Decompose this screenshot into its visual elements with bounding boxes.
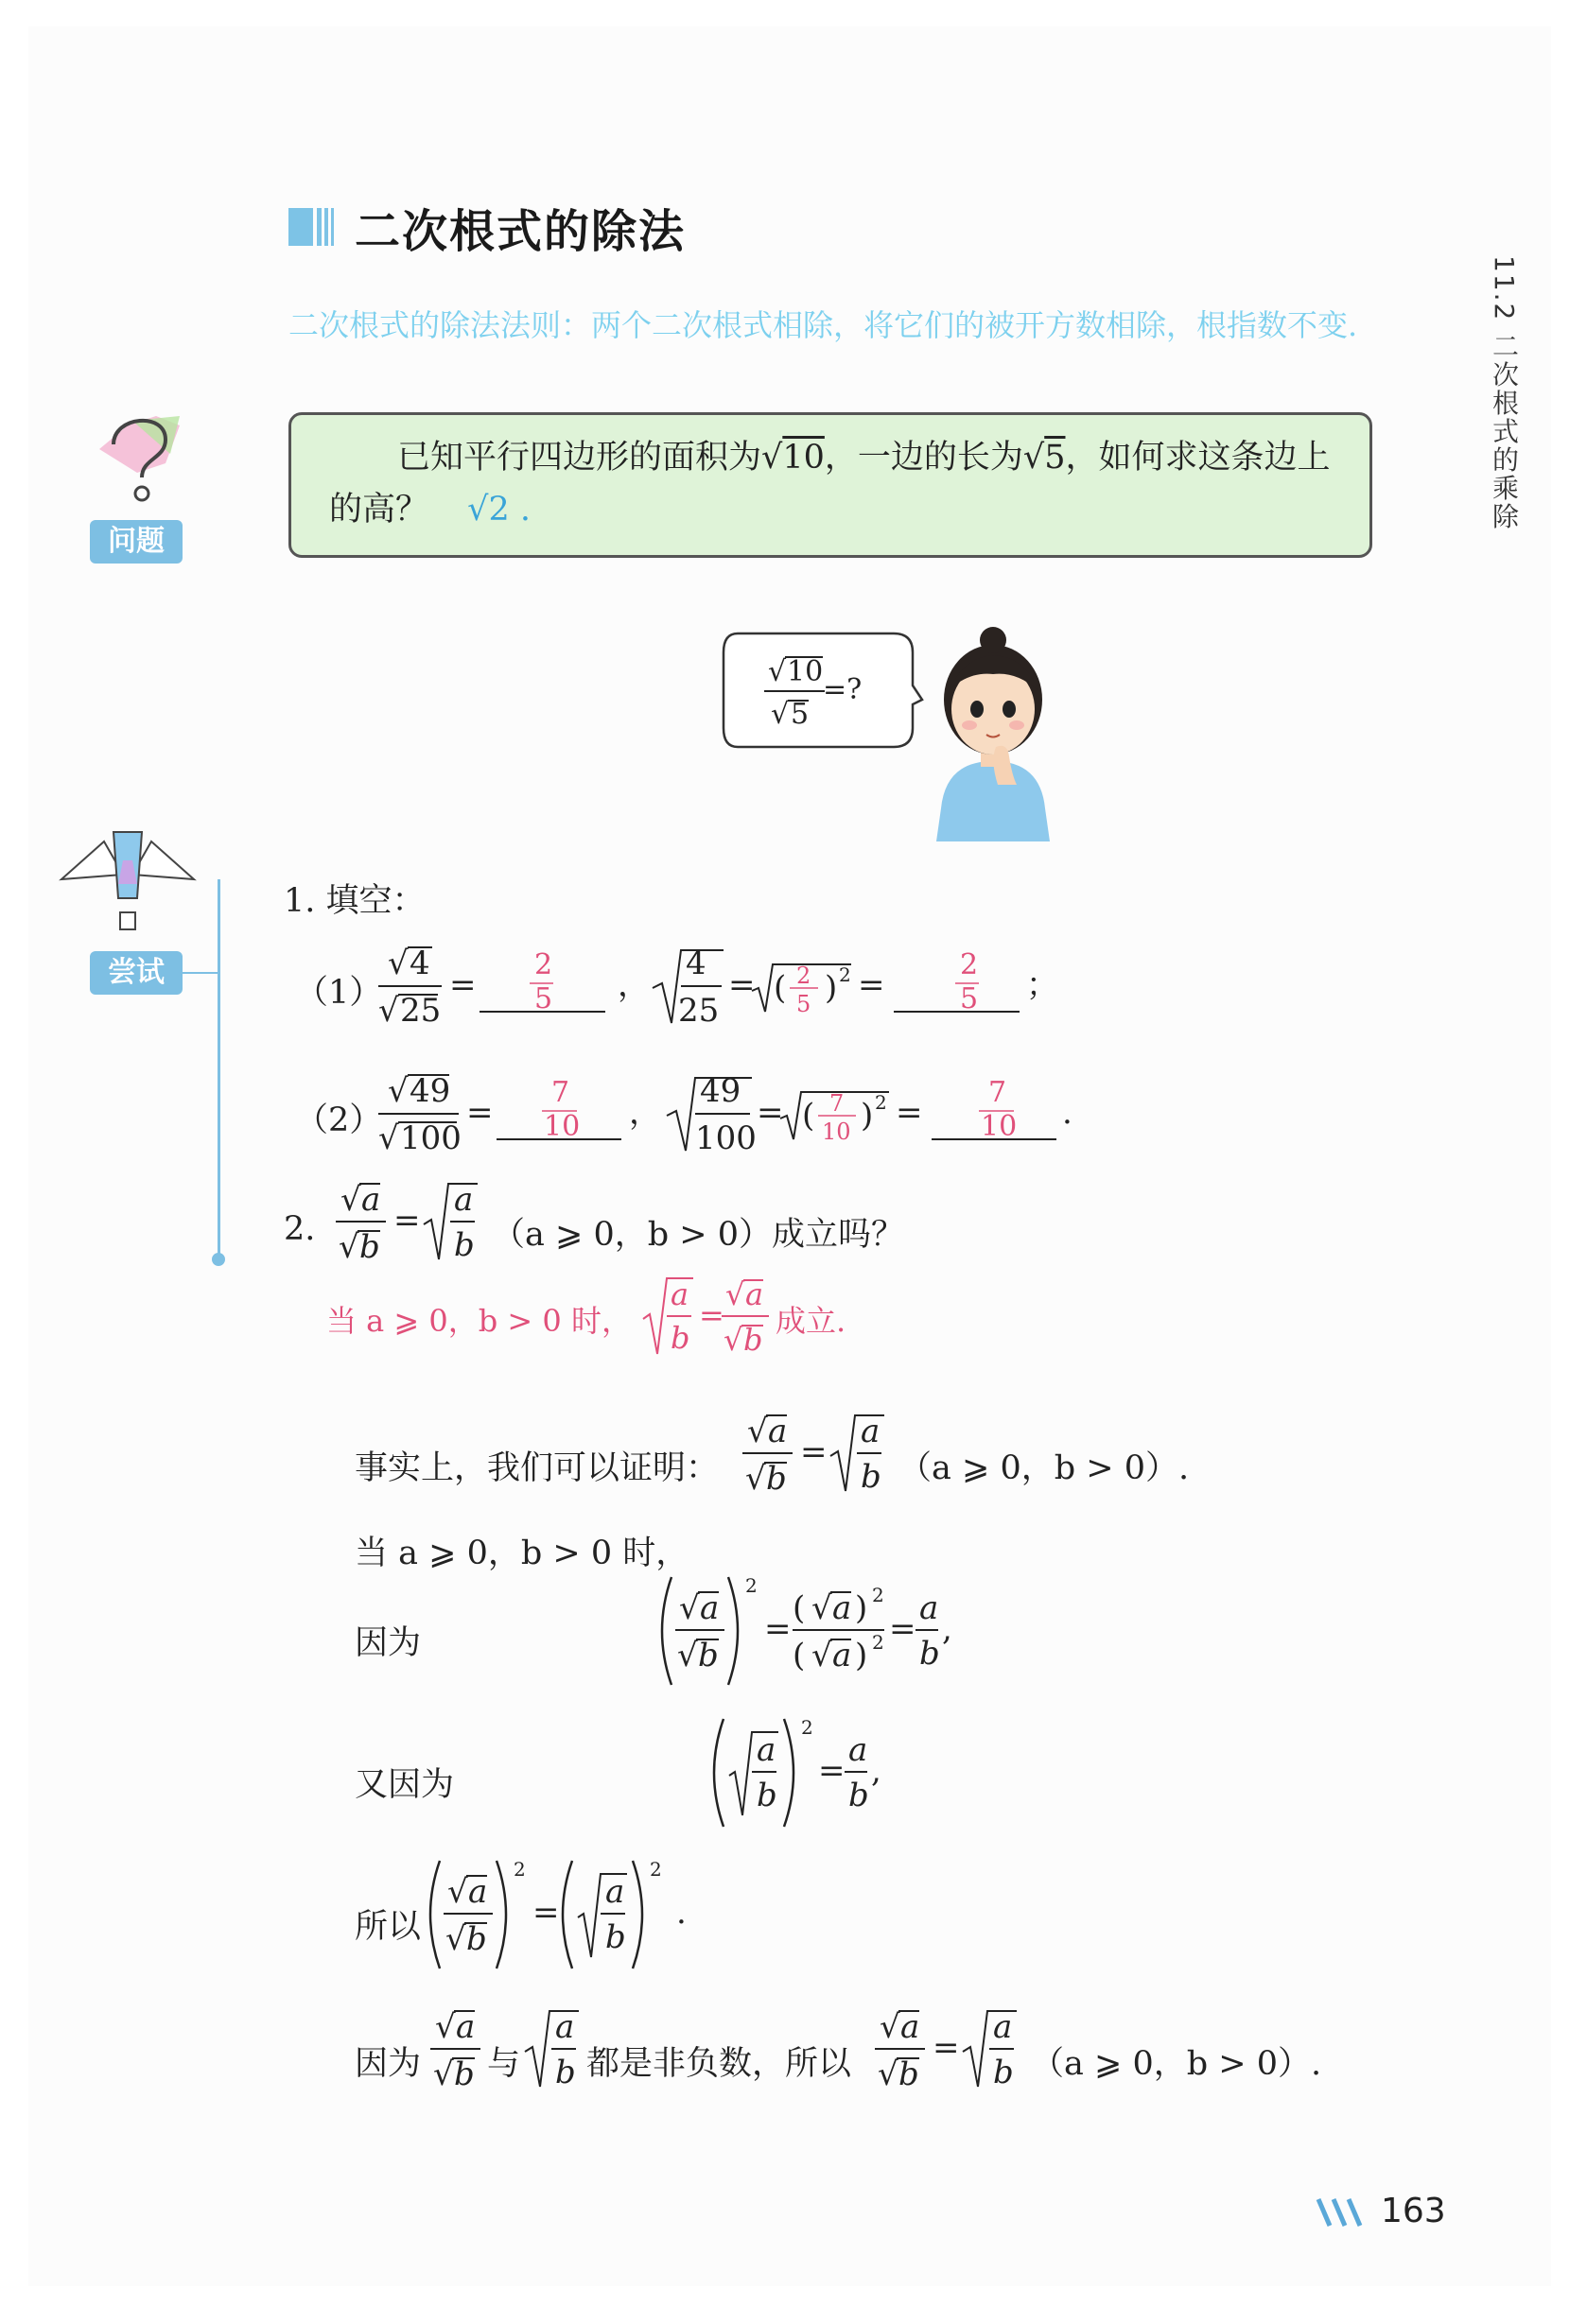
q1-1-math <box>374 936 1058 1040</box>
svg-text:a: a <box>700 1589 720 1627</box>
svg-text:7: 7 <box>829 1090 845 1117</box>
svg-text:2: 2 <box>650 1858 662 1881</box>
svg-text:2: 2 <box>801 1716 813 1739</box>
proof-final-cond: （a ⩾ 0，b > 0）. <box>1031 2045 1322 2083</box>
svg-text:10: 10 <box>787 655 824 688</box>
svg-text:=: = <box>933 2029 960 2067</box>
svg-text:b: b <box>454 2055 475 2093</box>
problem-text <box>329 432 1341 536</box>
svg-text:√: √ <box>435 2008 456 2046</box>
proof-cond: （a ⩾ 0，b > 0）. <box>898 1449 1190 1487</box>
svg-text:√: √ <box>747 1413 768 1450</box>
svg-text:5: 5 <box>791 698 810 731</box>
svg-text:b: b <box>848 1777 869 1814</box>
svg-text:b: b <box>766 1460 787 1498</box>
question-mark-icon <box>90 407 184 511</box>
svg-text:a: a <box>468 1873 488 1911</box>
svg-text:√: √ <box>771 698 790 731</box>
svg-text:): ) <box>855 1637 868 1674</box>
svg-text:√: √ <box>679 1589 700 1627</box>
speech-bubble <box>719 629 922 752</box>
sqrt5-expr: √5 <box>1022 439 1066 477</box>
svg-text:a: a <box>757 1731 776 1769</box>
proof-nonneg: 都是非负数，所以 <box>586 2045 852 2083</box>
proof-frac-sqrt-a-over-sqrt-b <box>426 2000 492 2104</box>
proof-and: 与 <box>487 2045 521 2083</box>
svg-text:,: , <box>871 1752 881 1790</box>
problem-text-c: ，如何求这条边上的高？ <box>329 439 1331 529</box>
svg-text:a: a <box>768 1413 788 1450</box>
proof-when: 当 a ⩾ 0，b > 0 时， <box>355 1535 689 1572</box>
svg-text:(: ( <box>793 1589 806 1627</box>
svg-text:2: 2 <box>796 963 811 989</box>
svg-text:10: 10 <box>544 1110 581 1143</box>
svg-text:7: 7 <box>551 1076 570 1109</box>
svg-text:=: = <box>466 1094 494 1132</box>
svg-text:a: a <box>555 2008 575 2046</box>
q1-2-label: （2） <box>295 1101 383 1139</box>
svg-text:.: . <box>1062 1094 1073 1132</box>
svg-text:√: √ <box>880 2008 900 2046</box>
svg-text:a: a <box>832 1589 852 1627</box>
timeline-dot <box>212 1253 225 1266</box>
svg-text:a: a <box>671 1276 689 1312</box>
svg-text:√: √ <box>811 1589 832 1627</box>
proof-sqrt-a-over-b <box>520 2000 586 2104</box>
svg-text:2: 2 <box>534 948 553 981</box>
svg-text:b: b <box>605 1918 626 1956</box>
svg-text:4: 4 <box>686 945 706 982</box>
svg-text:2: 2 <box>514 1858 526 1881</box>
svg-text:a: a <box>605 1873 625 1911</box>
svg-text:√: √ <box>339 1228 359 1266</box>
svg-text:a: a <box>848 1731 868 1769</box>
svg-text:√: √ <box>388 945 409 982</box>
problem-answer: √2 . <box>467 491 531 529</box>
svg-text:(: ( <box>802 1097 815 1135</box>
proof-final-math <box>870 2000 1031 2104</box>
q1-title: 1. 填空： <box>284 882 426 920</box>
lightbulb-icon <box>57 823 199 936</box>
svg-text:2: 2 <box>839 963 851 986</box>
try-label: 尝试 <box>90 951 183 995</box>
svg-text:√: √ <box>878 2055 898 2093</box>
q2-math <box>331 1172 492 1276</box>
svg-text:5: 5 <box>796 991 811 1017</box>
svg-text:5: 5 <box>534 982 553 1015</box>
svg-text:): ) <box>861 1097 874 1135</box>
q2-answer-b: 成立. <box>776 1303 846 1339</box>
svg-text:b: b <box>555 2054 576 2091</box>
svg-text:100: 100 <box>400 1119 462 1157</box>
svg-text:b: b <box>466 1920 487 1958</box>
svg-text:=: = <box>800 1433 828 1471</box>
svg-text:a: a <box>861 1413 881 1450</box>
svg-text:2: 2 <box>745 1574 758 1597</box>
svg-text:25: 25 <box>400 992 442 1030</box>
svg-text:(: ( <box>774 969 787 1007</box>
svg-text:100: 100 <box>695 1119 757 1157</box>
svg-text:49: 49 <box>410 1072 451 1110</box>
svg-text:√: √ <box>811 1637 832 1674</box>
svg-text:): ) <box>825 969 838 1007</box>
svg-text:=: = <box>764 1610 792 1648</box>
svg-text:): ) <box>855 1589 868 1627</box>
title-bar-icon <box>288 208 336 246</box>
proof-intro: 事实上，我们可以证明： <box>355 1449 720 1487</box>
q2-text: （a ⩾ 0，b > 0）成立吗？ <box>492 1216 904 1254</box>
svg-text:√: √ <box>725 1276 745 1312</box>
svg-text:2: 2 <box>872 1631 884 1654</box>
svg-text:=: = <box>818 1752 846 1790</box>
proof-because2: 因为 <box>355 2045 422 2083</box>
svg-text:b: b <box>359 1228 380 1266</box>
q2-answer-a: 当 a ⩾ 0，b > 0 时， <box>326 1303 632 1339</box>
svg-text:a: a <box>919 1589 939 1627</box>
svg-text:；: ； <box>1026 966 1058 1004</box>
section-title: 二次根式的除法 <box>355 205 687 258</box>
svg-text:a: a <box>993 2008 1013 2046</box>
svg-text:25: 25 <box>678 992 720 1030</box>
girl-illustration <box>922 619 1064 841</box>
proof-also-because: 又因为 <box>355 1766 455 1804</box>
svg-text:b: b <box>919 1635 940 1673</box>
svg-text:√: √ <box>378 992 399 1030</box>
svg-text:b: b <box>993 2054 1014 2091</box>
svg-text:b: b <box>698 1637 719 1674</box>
svg-text:，: ， <box>618 966 650 1004</box>
q1-1-label: （1） <box>295 974 383 1012</box>
sqrt10-expr: √10 <box>761 439 825 477</box>
svg-text:√: √ <box>378 1119 399 1157</box>
svg-text:√: √ <box>724 1322 743 1358</box>
svg-text:=: = <box>699 1297 724 1333</box>
svg-text:2: 2 <box>875 1091 887 1114</box>
proof-step1-math <box>653 1570 993 1697</box>
chapter-side-tag: 11.2 二次根式的乘除 <box>1489 255 1520 531</box>
svg-text:√: √ <box>745 1460 766 1498</box>
proof-step2-math <box>705 1711 922 1839</box>
problem-box <box>288 412 1372 558</box>
svg-text:a: a <box>745 1276 764 1312</box>
svg-text:(: ( <box>793 1637 806 1674</box>
proof-so: 所以 <box>355 1908 422 1946</box>
svg-text:=: = <box>889 1610 916 1648</box>
svg-text:=: = <box>728 966 756 1004</box>
svg-text:a: a <box>454 1181 474 1219</box>
svg-text:，: ， <box>629 1094 661 1132</box>
q2-answer-math <box>638 1267 780 1371</box>
svg-text:√: √ <box>433 2055 454 2093</box>
timeline-connector <box>183 972 218 974</box>
svg-text:10: 10 <box>981 1110 1018 1143</box>
problem-text-b: ，一边的长为 <box>824 439 1023 477</box>
svg-text:=: = <box>896 1094 923 1132</box>
svg-text:7: 7 <box>988 1076 1007 1109</box>
division-rule: 二次根式的除法法则：两个二次根式相除，将它们的被开方数相除，根指数不变. <box>288 307 1358 343</box>
svg-text:=: = <box>858 966 885 1004</box>
svg-text:√: √ <box>768 655 787 688</box>
svg-text:.: . <box>676 1894 687 1932</box>
svg-text:√: √ <box>340 1181 361 1219</box>
svg-text:b: b <box>743 1322 763 1358</box>
bubble-expr: =? <box>823 673 863 706</box>
question-label: 问题 <box>90 520 183 564</box>
svg-text:=: = <box>757 1094 784 1132</box>
proof-claim-math <box>738 1404 898 1508</box>
svg-text:2: 2 <box>872 1584 884 1606</box>
q2-label: 2. <box>284 1210 316 1248</box>
svg-text:=: = <box>393 1202 421 1240</box>
svg-text:=: = <box>449 966 477 1004</box>
svg-text:a: a <box>361 1181 381 1219</box>
svg-text:a: a <box>832 1637 852 1674</box>
svg-text:b: b <box>454 1226 475 1264</box>
svg-text:a: a <box>456 2008 476 2046</box>
svg-text:b: b <box>671 1320 690 1356</box>
svg-text:4: 4 <box>410 945 430 982</box>
svg-text:5: 5 <box>960 982 979 1015</box>
svg-text:a: a <box>900 2008 920 2046</box>
proof-step3-math <box>421 1853 714 1981</box>
svg-text:49: 49 <box>700 1072 741 1110</box>
problem-text-a: 已知平行四边形的面积为 <box>397 439 762 477</box>
svg-text:10: 10 <box>822 1119 851 1145</box>
svg-text:√: √ <box>445 1920 466 1958</box>
svg-text:√: √ <box>677 1637 698 1674</box>
svg-text:,: , <box>942 1610 952 1648</box>
svg-text:b: b <box>861 1458 881 1496</box>
proof-because: 因为 <box>355 1624 422 1662</box>
svg-text:b: b <box>898 2055 919 2093</box>
svg-text:√: √ <box>388 1072 409 1110</box>
svg-text:=: = <box>532 1894 560 1932</box>
timeline-line <box>218 879 220 1257</box>
svg-text:b: b <box>757 1777 777 1814</box>
page-number: 163 <box>1381 2192 1446 2230</box>
svg-text:2: 2 <box>960 948 979 981</box>
q1-2-math <box>374 1064 1092 1168</box>
svg-text:√: √ <box>447 1873 468 1911</box>
page-number-decoration-icon <box>1315 2195 1376 2229</box>
